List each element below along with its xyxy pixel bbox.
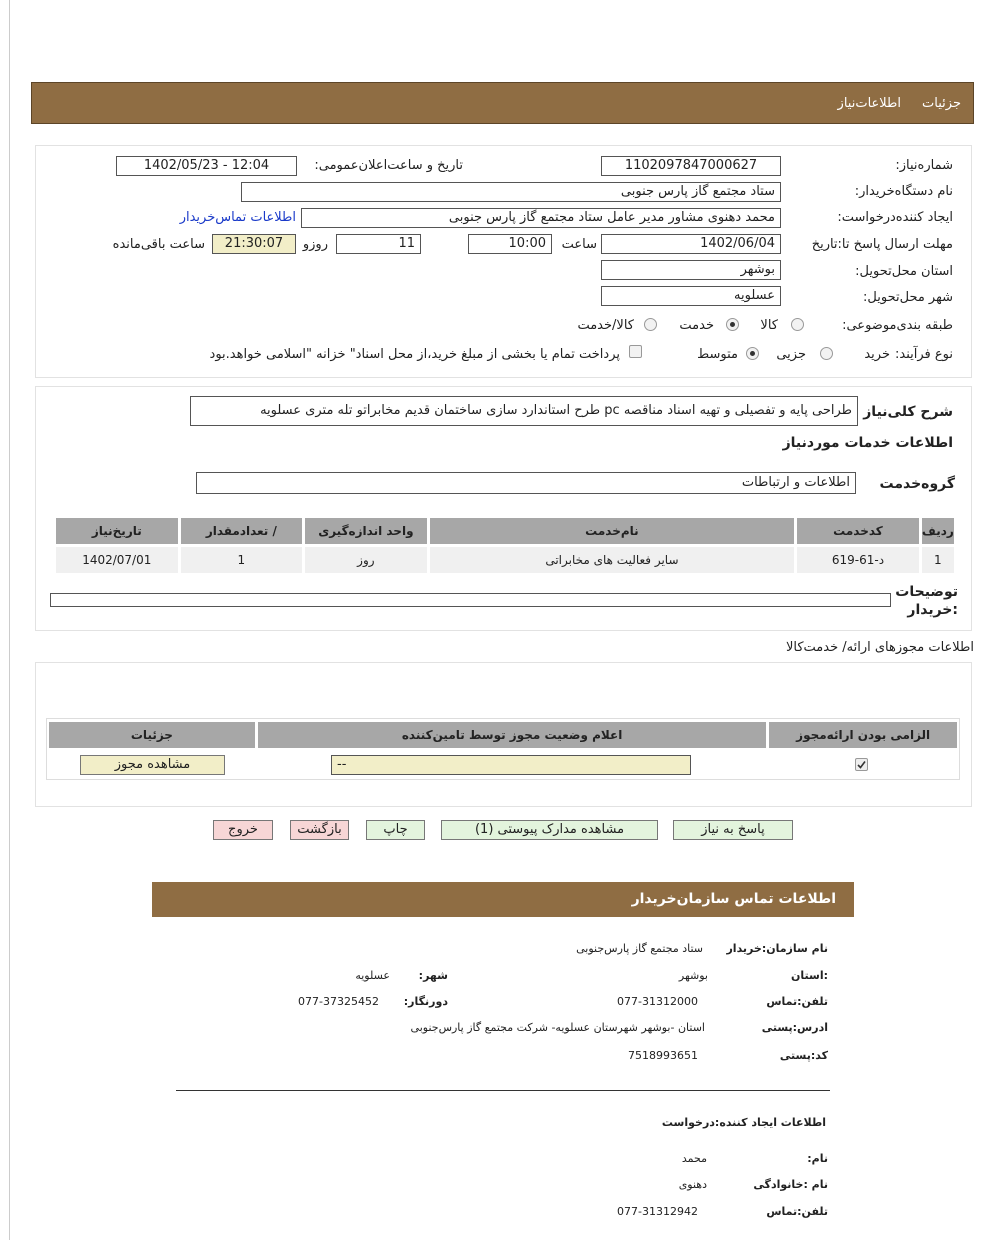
category-service-radio[interactable] xyxy=(726,318,739,331)
col-quantity: / تعدادمقدار xyxy=(181,518,303,544)
creator-family-label: نام‌ :خانوادگی xyxy=(753,1178,828,1191)
process-partial-label: جزیی xyxy=(776,347,806,362)
tab-details[interactable]: جزئیات xyxy=(922,96,961,111)
province-label: استان محل‌تحویل: xyxy=(855,264,953,279)
process-medium-radio[interactable] xyxy=(746,347,759,360)
contact-province: بوشهر xyxy=(678,969,708,982)
contact-org: ستاد مجتمع گاز پارس‌جنوبی xyxy=(576,942,703,955)
license-title: اطلاعات مجوزهای ارائه/ خدمت‌کالا xyxy=(785,640,974,655)
cell-quantity: 1 xyxy=(181,547,303,573)
creator-phone-label: تلفن‌:تماس xyxy=(766,1205,828,1218)
cell-unit: روز xyxy=(305,547,427,573)
city-label: شهر محل‌تحویل: xyxy=(863,290,953,305)
contact-fax-label: دورنگار: xyxy=(403,995,448,1008)
process-buy-label: خرید xyxy=(864,347,890,362)
time-label: ساعت xyxy=(561,237,597,252)
contact-org-label: نام سازمان‌:خریدار xyxy=(726,942,828,955)
contact-fax: 077-37325452 xyxy=(298,995,379,1008)
service-group-label: گروه‌خدمت xyxy=(879,476,955,492)
back-button[interactable]: بازگشت xyxy=(290,820,349,840)
contact-phone: 077-31312000 xyxy=(617,995,698,1008)
contact-city-label: شهر: xyxy=(418,969,448,982)
deadline-date-field: 1402/06/04 xyxy=(601,234,781,254)
contact-title: اطلاعات تماس سازمان‌خریدار xyxy=(631,891,836,907)
summary-field: طراحی پایه و تفصیلی و تهیه اسناد مناقصه pc طرح استاندارد سازی ساختمان قدیم مخابراتو تله متری عسلویه xyxy=(190,396,858,426)
col-license-required: الزامی بودن ارائه‌مجوز xyxy=(769,722,957,748)
cell-service-code: د-61-619 xyxy=(797,547,919,573)
deadline-time-field: 10:00 xyxy=(468,234,552,254)
announce-field: 1402/05/23 - 12:04 xyxy=(116,156,297,176)
buyer-notes-field xyxy=(50,593,891,607)
creator-label: ایجاد کننده‌درخواست: xyxy=(837,210,953,225)
buyer-notes-label-2: :خریدار xyxy=(907,602,958,618)
days-label: روزو xyxy=(302,237,328,252)
treasury-payment-checkbox[interactable] xyxy=(629,345,642,358)
col-row: ردیف xyxy=(922,518,954,544)
remaining-time-field: 21:30:07 xyxy=(212,234,296,254)
category-goods-service-radio[interactable] xyxy=(644,318,657,331)
announce-label: تاریخ و ساعت‌اعلان‌عمومی: xyxy=(314,158,463,173)
col-unit: واحد اندازه‌گیری xyxy=(305,518,427,544)
buyer-org-field: ستاد مجتمع گاز پارس جنوبی xyxy=(241,182,781,202)
view-attachments-button[interactable]: مشاهده مدارک پیوستی (1) xyxy=(441,820,658,840)
col-license-details: جزئیات xyxy=(49,722,255,748)
col-service-code: کدخدمت xyxy=(797,518,919,544)
contact-province-label: :استان xyxy=(791,969,828,982)
license-required-checkbox xyxy=(855,758,868,771)
creator-phone: 077-31312942 xyxy=(617,1205,698,1218)
creator-family: دهنوی xyxy=(678,1178,707,1191)
buyer-notes-label-1: توضیحات xyxy=(895,584,958,600)
process-label: نوع فرآیند: xyxy=(895,347,953,362)
contact-phone-label: تلفن‌:تماس xyxy=(766,995,828,1008)
view-license-button[interactable]: مشاهده مجوز xyxy=(80,755,225,775)
tab-need-info[interactable]: اطلاعات‌نیاز xyxy=(837,96,901,111)
creator-name-label: نام: xyxy=(807,1152,828,1165)
category-service-label: خدمت xyxy=(679,318,714,333)
category-goods-service-label: کالا/خدمت xyxy=(577,318,634,333)
contact-city: عسلویه xyxy=(355,969,390,982)
col-need-date: تاریخ‌نیاز xyxy=(56,518,178,544)
contact-postal-label: کد‌:پستی xyxy=(779,1049,828,1062)
contact-address: استان -بوشهر شهرستان عسلویه- شرکت مجتمع گاز پارس‌جنوبی xyxy=(410,1021,705,1034)
services-title: اطلاعات خدمات موردنیاز xyxy=(782,435,953,451)
days-field: 11 xyxy=(336,234,421,254)
buyer-contact-link[interactable]: اطلاعات تماس‌خریدار xyxy=(179,210,296,225)
creator-field: محمد دهنوی مشاور مدیر عامل ستاد مجتمع گاز پارس جنوبی xyxy=(301,208,781,228)
cell-row: 1 xyxy=(922,547,954,573)
summary-label: شرح کلی‌نیاز xyxy=(863,404,953,420)
cell-need-date: 1402/07/01 xyxy=(56,547,178,573)
header-bar xyxy=(31,82,974,124)
exit-button[interactable]: خروج xyxy=(213,820,273,840)
category-label: طبقه بندی‌موضوعی: xyxy=(842,318,953,333)
process-medium-label: متوسط xyxy=(697,347,738,362)
remaining-label: ساعت باقی‌مانده xyxy=(112,237,205,252)
license-status-field: -- xyxy=(331,755,691,775)
process-partial-radio[interactable] xyxy=(820,347,833,360)
deadline-label: مهلت ارسال پاسخ تا:تاریخ xyxy=(811,237,953,252)
province-field: بوشهر xyxy=(601,260,781,280)
col-license-status: اعلام وضعیت مجوز توسط تامین‌کننده xyxy=(258,722,767,748)
city-field: عسلویه xyxy=(601,286,781,306)
col-service-name: نام‌خدمت xyxy=(430,518,795,544)
category-goods-radio[interactable] xyxy=(791,318,804,331)
checkmark-icon xyxy=(856,759,867,770)
need-number-field: 1102097847000627 xyxy=(601,156,781,176)
contact-header-bar xyxy=(152,882,854,917)
creator-info-title: اطلاعات ایجاد کننده‌:درخواست xyxy=(661,1116,826,1129)
contact-divider xyxy=(176,1090,830,1091)
contact-address-label: ادرس‌:پستی xyxy=(761,1021,828,1034)
treasury-payment-note: پرداخت تمام یا بخشی از مبلغ خرید،از محل اسناد" خزانه "اسلامی خواهد.بود xyxy=(209,347,620,362)
buyer-org-label: نام دستگاه‌خریدار: xyxy=(854,184,953,199)
print-button[interactable]: چاپ xyxy=(366,820,425,840)
cell-service-name: سایر فعالیت های مخابراتی xyxy=(430,547,795,573)
table-row xyxy=(56,547,954,573)
reply-button[interactable]: پاسخ به نیاز xyxy=(673,820,793,840)
need-info-panel xyxy=(35,145,972,378)
contact-postal: 7518993651 xyxy=(628,1049,698,1062)
page-left-border xyxy=(9,0,10,1240)
creator-name: محمد xyxy=(681,1152,707,1165)
need-number-label: شماره‌نیاز: xyxy=(895,158,953,173)
category-goods-label: کالا xyxy=(760,318,778,333)
services-table xyxy=(53,515,957,576)
service-group-field: اطلاعات و ارتباطات xyxy=(196,472,856,494)
